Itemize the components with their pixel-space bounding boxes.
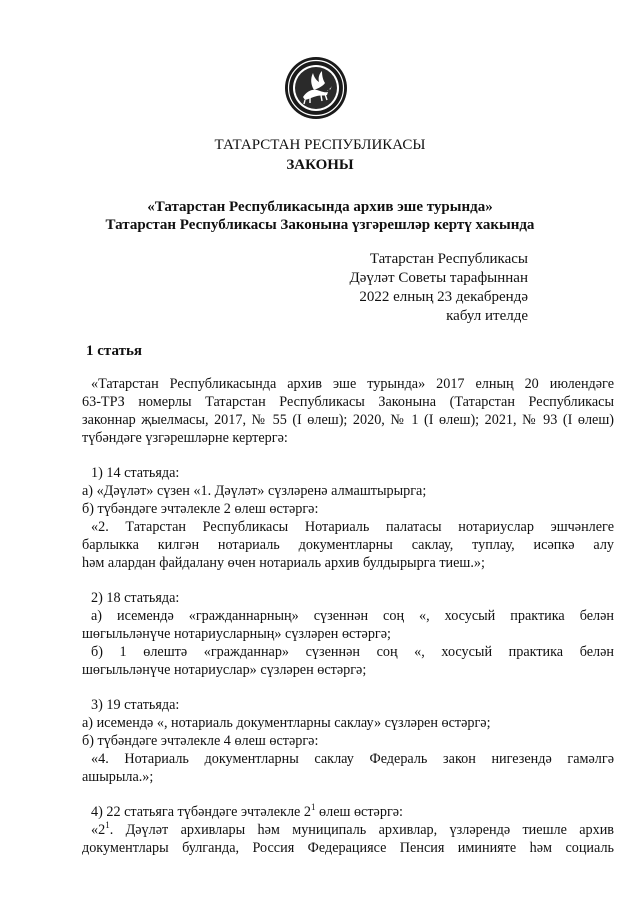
quote-line: барлыкка килгән нотариаль документларны саклау, туплау, исәпкә алу <box>82 537 614 553</box>
adoption-line2: Дәүләт Советы тарафыннан <box>349 270 528 286</box>
article-heading: 1 статья <box>86 343 142 359</box>
item-line: а) исемендә «, нотариаль документларны саклау» сүзләрен өстәргә; <box>82 715 491 731</box>
quote-line: ашырыла.»; <box>82 769 154 785</box>
superscript: 1 <box>105 820 110 830</box>
quote-line: «2. Татарстан Республикасы Нотариаль палатасы нотариуслар эшчәнлеге <box>91 519 614 535</box>
item-line: б) түбәндәге эчтәлекле 4 өлеш өстәргә: <box>82 733 319 749</box>
item-line: шөгыльләнүче нотариуслар» сүзләрен өстәргә; <box>82 662 367 678</box>
item-heading-text: өлеш өстәргә: <box>315 804 403 820</box>
intro-line: законнар җыелмасы, 2017, № 55 (I өлеш); 2020, № 1 (I өлеш); 2021, № 93 (I өлеш) <box>82 412 614 428</box>
item-line: а) исемендә «гражданнарның» сүзеннән соң «, хосусый практика белән <box>91 608 614 624</box>
quote-line <box>91 821 614 839</box>
adoption-line1: Татарстан Республикасы <box>369 251 528 267</box>
quote-line: документлары булганда, Россия Федерациясе Пенсия иминияте һәм социаль <box>82 840 614 856</box>
law-heading: ЗАКОНЫ <box>286 157 354 173</box>
quote-line: «4. Нотариаль документларны саклау Федераль закон нигезендә гамәлгә <box>91 751 614 767</box>
quote-text: «2 <box>91 822 106 838</box>
republic-heading: ТАТАРСТАН РЕСПУБЛИКАСЫ <box>214 137 426 153</box>
item-heading <box>91 803 403 821</box>
superscript: 1 <box>310 802 316 812</box>
item-heading-text: 4) 22 статьяга түбәндәге эчтәлекле 2 <box>91 804 311 820</box>
tatarstan-emblem-icon <box>283 55 349 121</box>
adoption-line3: 2022 елның 23 декабрендә <box>359 289 528 305</box>
adoption-line4: кабул ителде <box>446 308 528 324</box>
item-heading: 1) 14 статьяда: <box>91 465 180 481</box>
item-heading: 2) 18 статьяда: <box>91 590 180 606</box>
item-line: б) түбәндәге эчтәлекле 2 өлеш өстәргә: <box>82 501 319 517</box>
item-line: шөгыльләнүче нотариусларның» сүзләрен өстәргә; <box>82 626 391 642</box>
law-title-line2: Татарстан Республикасы Законына үзгәрешләр кертү хакында <box>105 217 535 233</box>
law-title-line1: «Татарстан Республикасында архив эше турында» <box>147 199 493 215</box>
quote-text: . Дәүләт архивлары һәм муниципаль архивлар, үзләрендә тиешле архив <box>109 822 614 838</box>
item-line: а) «Дәүләт» сүзен «1. Дәүләт» сүзләренә алмаштырырга; <box>82 483 427 499</box>
intro-line: түбәндәге үзгәрешләрне кертергә: <box>82 430 288 446</box>
intro-line: «Татарстан Республикасында архив эше турында» 2017 елның 20 июлендәге <box>91 376 614 392</box>
item-heading: 3) 19 статьяда: <box>91 697 180 713</box>
item-line: б) 1 өлештә «гражданнар» сүзеннән соң «, хосусый практика белән <box>91 644 614 660</box>
quote-line: һәм алардан файдалану өчен нотариаль архив булдырырга тиеш.»; <box>82 555 485 571</box>
intro-line: 63-ТРЗ номерлы Татарстан Республикасы Законына (Татарстан Республикасы <box>82 394 614 410</box>
